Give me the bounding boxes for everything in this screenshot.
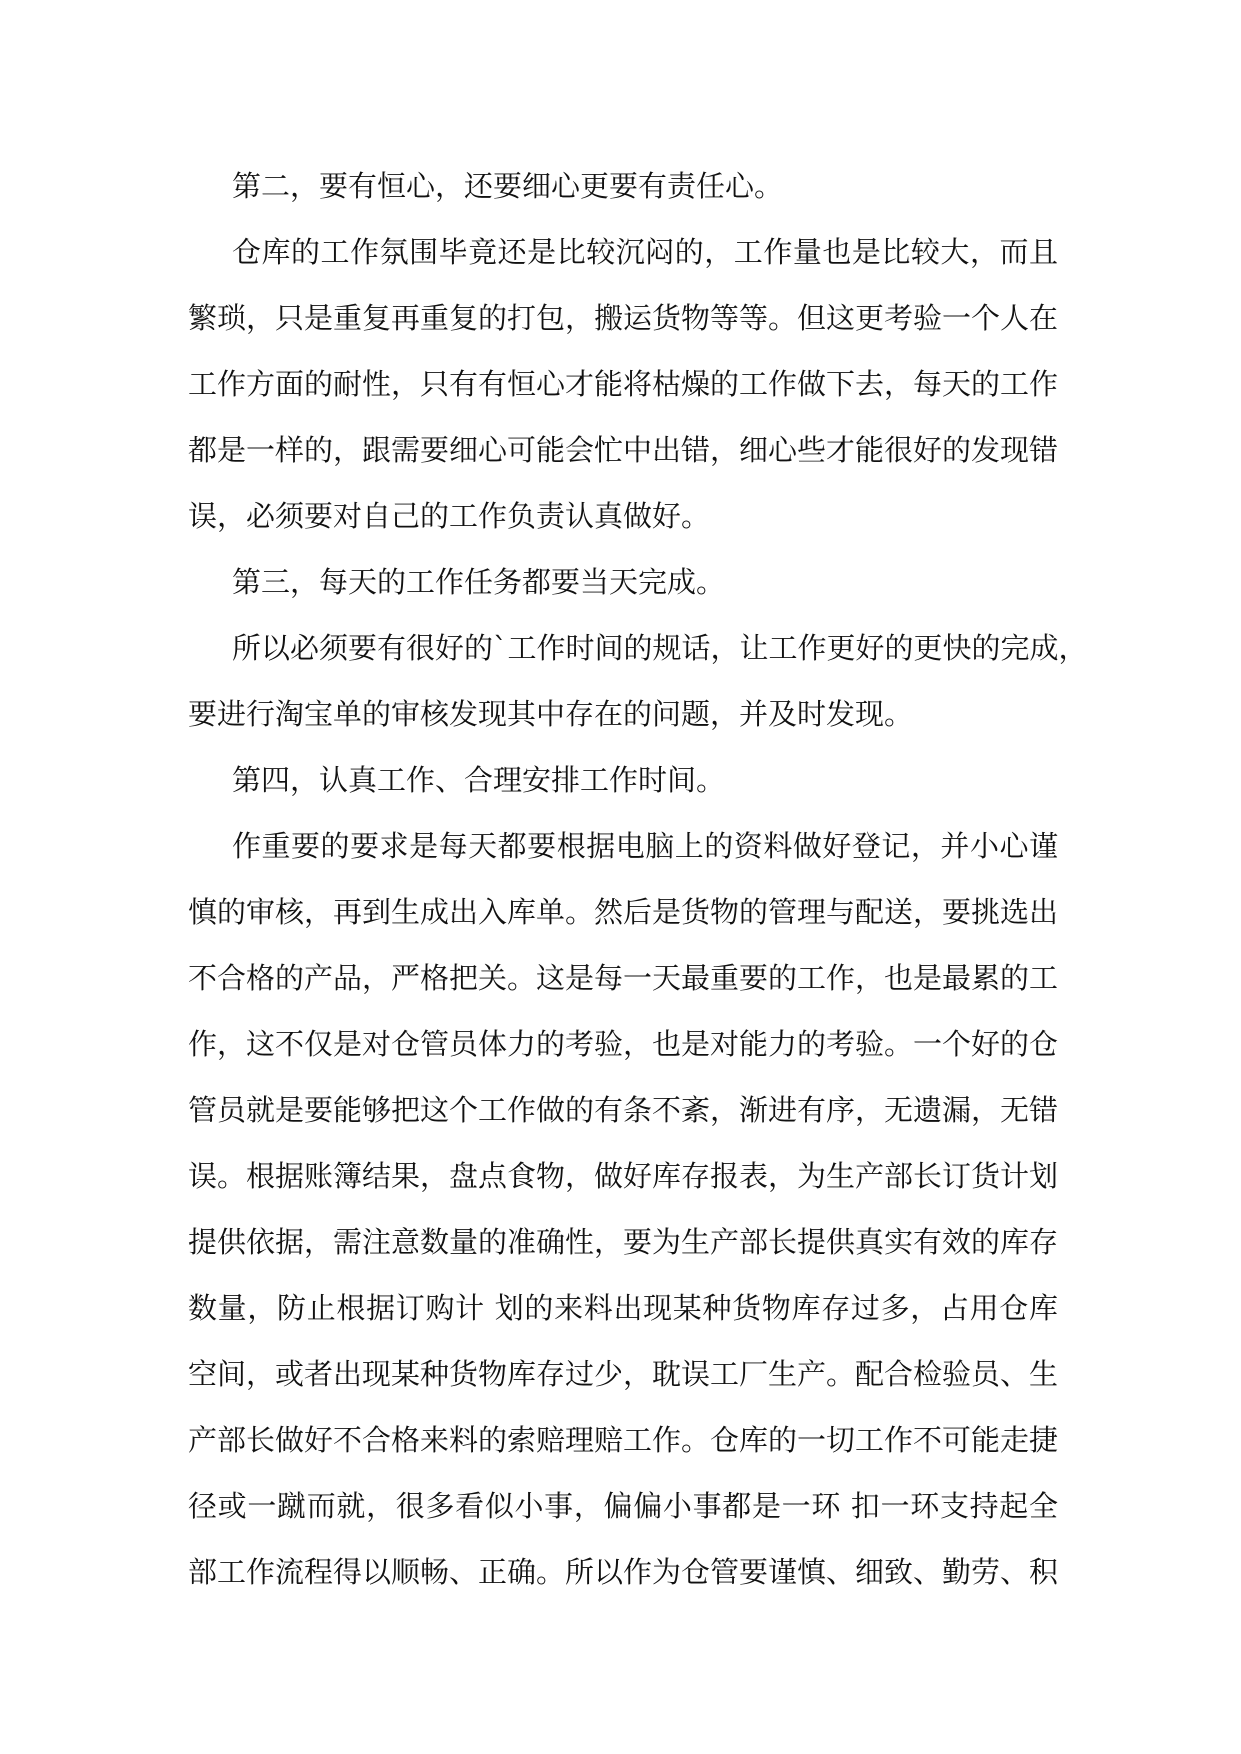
text-line: 作，这不仅是对仓管员体力的考验，也是对能力的考验。一个好的仓 (188, 1027, 1059, 1061)
text-line: 误。根据账簿结果，盘点食物，做好库存报表，为生产部长订货计划 (188, 1159, 1059, 1193)
text-line: 第四，认真工作、合理安排工作时间。 (232, 763, 726, 797)
text-line: 误，必须要对自己的工作负责认真做好。 (188, 499, 711, 533)
text-line: 第三，每天的工作任务都要当天完成。 (232, 565, 726, 599)
text-line: 径或一蹴而就，很多看似小事，偏偏小事都是一环 扣一环支持起全 (188, 1489, 1058, 1523)
text-line: 仓库的工作氛围毕竟还是比较沉闷的，工作量也是比较大，而且 (232, 235, 1058, 269)
text-line: 第二，要有恒心，还要细心更要有责任心。 (232, 169, 784, 203)
text-line: 空间，或者出现某种货物库存过少，耽误工厂生产。配合检验员、生 (188, 1357, 1059, 1391)
text-line: 数量，防止根据订购计 划的来料出现某种货物库存过多，占用仓库 (188, 1291, 1058, 1325)
text-line: 慎的审核，再到生成出入库单。然后是货物的管理与配送，要挑选出 (188, 895, 1059, 929)
text-line: 繁琐，只是重复再重复的打包，搬运货物等等。但这更考验一个人在 (188, 301, 1059, 335)
text-line: 部工作流程得以顺畅、正确。所以作为仓管要谨慎、细致、勤劳、积 (188, 1555, 1059, 1589)
document-body (188, 153, 1088, 1605)
text-line: 所以必须要有很好的`工作时间的规话，让工作更好的更快的完成， (232, 631, 1088, 665)
text-line: 产部长做好不合格来料的索赔理赔工作。仓库的一切工作不可能走捷 (188, 1423, 1059, 1457)
text-line: 不合格的产品，严格把关。这是每一天最重要的工作，也是最累的工 (188, 961, 1059, 995)
text-line: 工作方面的耐性，只有有恒心才能将枯燥的工作做下去，每天的工作 (188, 367, 1059, 401)
text-line: 作重要的要求是每天都要根据电脑上的资料做好登记，并小心谨 (232, 829, 1058, 863)
text-line: 要进行淘宝单的审核发现其中存在的问题，并及时发现。 (188, 697, 914, 731)
text-line: 管员就是要能够把这个工作做的有条不紊，渐进有序，无遗漏，无错 (188, 1093, 1059, 1127)
text-line: 都是一样的，跟需要细心可能会忙中出错，细心些才能很好的发现错 (188, 433, 1059, 467)
text-line: 提供依据，需注意数量的准确性，要为生产部长提供真实有效的库存 (188, 1225, 1059, 1259)
